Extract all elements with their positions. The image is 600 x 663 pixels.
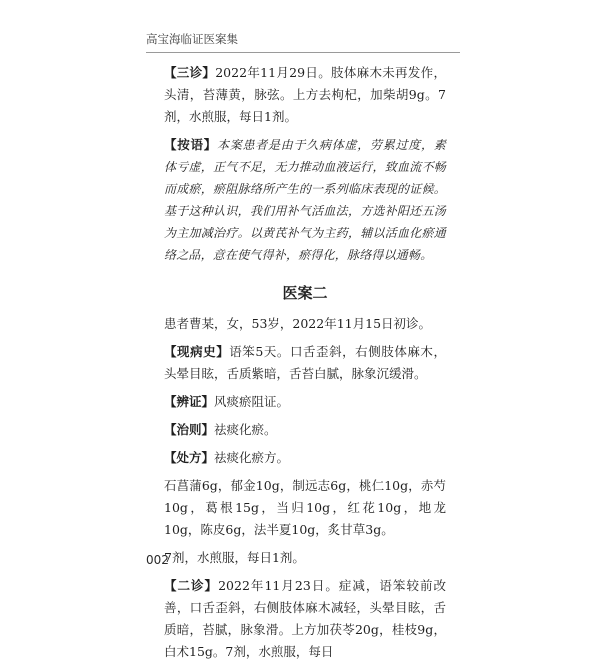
page-body xyxy=(164,62,446,663)
case2-prescription-paragraph xyxy=(164,447,446,469)
case2-visit2-paragraph xyxy=(164,575,446,663)
case2-intro: 患者曹某，女，53岁，2022年11月15日初诊。 xyxy=(164,316,432,331)
visit2-text: 2022年11月23日。症减，语笨较前改善，口舌歪斜，右侧肢体麻木减轻，头晕目眩，舌质暗，苔腻，脉象滑。上方加茯苓20g，桂枝9g，白术15g。7剂，水煎服，每日 xyxy=(164,578,446,659)
principle-text: 祛痰化瘀。 xyxy=(214,422,277,437)
running-header: 高宝海临证医案集 xyxy=(146,32,238,46)
case1-visit3-paragraph xyxy=(164,62,446,128)
visit3-text: 2022年11月29日。肢体麻木未再发作，头清，苔薄黄，脉弦。上方去枸杞，加柴胡9g。7剂，水煎服，每日1剂。 xyxy=(164,65,446,124)
history-text: 语笨5天。口舌歪斜，右侧肢体麻木，头晕目眩，舌质紫暗，舌苔白腻，脉象沉缓滑。 xyxy=(164,344,446,381)
history-tag: 【现病史】 xyxy=(164,344,230,359)
case1-note-paragraph xyxy=(164,134,446,266)
case2-title: 医案二 xyxy=(282,284,328,302)
header-divider xyxy=(146,52,460,53)
case2-history-paragraph xyxy=(164,341,446,385)
case2-dosage-paragraph: 7剂，水煎服，每日1剂。 xyxy=(164,550,305,565)
note-tag: 【按语】 xyxy=(164,137,218,152)
diagnosis-text: 风痰瘀阻证。 xyxy=(214,394,290,409)
case2-principle-paragraph xyxy=(164,419,446,441)
note-text: 本案患者是由于久病体虚，劳累过度，素体亏虚，正气不足，无力推动血液运行，致血流不畅而成瘀，瘀阻脉络所产生的一系列临床表现的证候。基于这种认识，我们用补气活血法，方选补阳还五汤为主加减治疗。以黄芪补气为主药，辅以活血化瘀通络之品，意在使气得补，瘀得化，脉络得以通畅。 xyxy=(164,138,446,262)
visit3-tag: 【三诊】 xyxy=(164,65,216,80)
case2-diagnosis-paragraph xyxy=(164,391,446,413)
page-number: 002 xyxy=(146,553,169,567)
visit2-tag: 【二诊】 xyxy=(164,578,219,593)
prescription-tag: 【处方】 xyxy=(164,450,215,465)
case2-herbs-paragraph: 石菖蒲6g，郁金10g，制远志6g，桃仁10g，赤芍10g，葛根15g，当归10g，红花10g，地龙10g，陈皮6g，法半夏10g，炙甘草3g。 xyxy=(164,478,446,537)
principle-tag: 【治则】 xyxy=(164,422,215,437)
prescription-text: 祛痰化瘀方。 xyxy=(214,450,290,465)
diagnosis-tag: 【辨证】 xyxy=(164,394,215,409)
